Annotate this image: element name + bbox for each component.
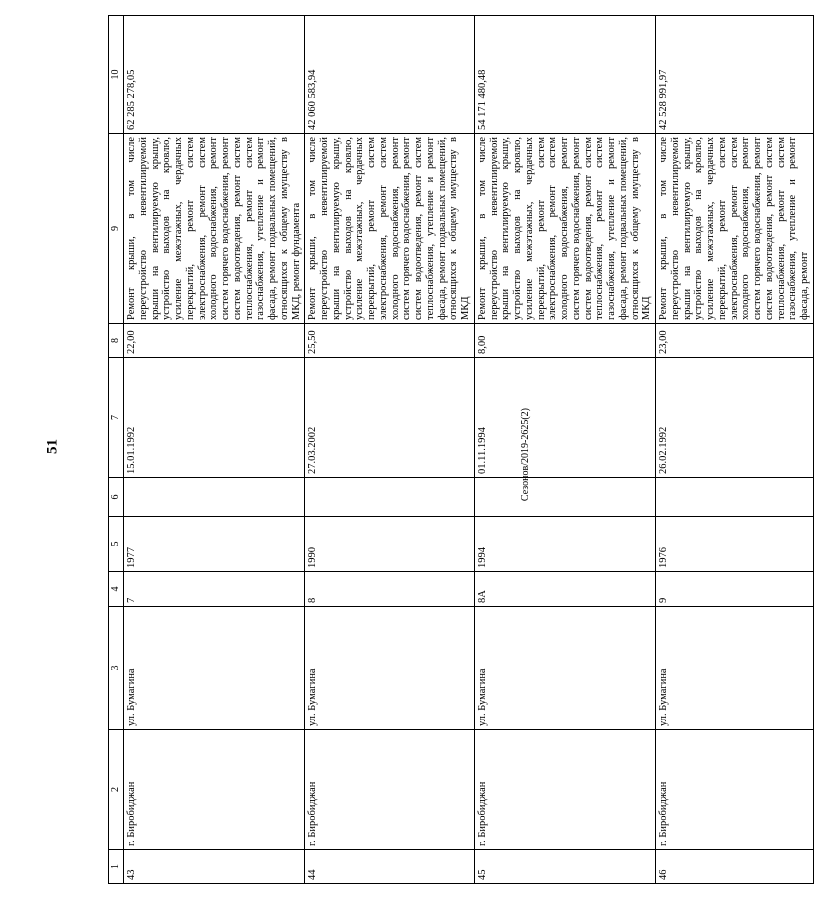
house-cell: 9: [656, 572, 814, 607]
footer-document-code: Сезонов/2019-2625(2): [520, 408, 531, 502]
empty-cell: [305, 478, 475, 517]
city-cell: г. Биробиджан: [305, 730, 475, 850]
street-cell: ул. Бумагина: [656, 607, 814, 730]
cost-cell: 62 285 278,05: [124, 16, 305, 134]
header-cell: 2: [109, 730, 124, 850]
page-number: 51: [44, 439, 61, 454]
year-cell: 1977: [124, 517, 305, 572]
wear-cell: 22,00: [124, 324, 305, 358]
row-number: 44: [305, 850, 475, 884]
row-number: 43: [124, 850, 305, 884]
date-cell: 15.01.1992: [124, 358, 305, 478]
cost-cell: 42 528 991,97: [656, 16, 814, 134]
house-cell: 8А: [474, 572, 655, 607]
year-cell: 1990: [305, 517, 475, 572]
header-cell: 4: [109, 572, 124, 607]
table-row: [305, 16, 475, 884]
street-cell: ул. Бумагина: [124, 607, 305, 730]
table-row: [656, 16, 814, 884]
header-cell: 3: [109, 607, 124, 730]
date-cell: 26.02.1992: [656, 358, 814, 478]
works-cell: Ремонт крыши, в том числе переустройство невентилируемой крыши на вентилируемую крышу, устройство выходов на кровлю, усиление межэтажных, чердачных перекрытий, ремонт систем электроснабжения, ремонт систем холодного водоснабжения, ремонт систем горячего водоснабжения, ремонт систем водоотведения, ремонт систем теплоснабжения, ремонт систем газоснабжения, утепление и ремонт фасада, ремонт подвальных помещений, относящихся к общему имуществу в МКД, ремонт фундамента: [124, 134, 305, 324]
city-cell: г. Биробиджан: [124, 730, 305, 850]
header-cell: 6: [109, 478, 124, 517]
cost-cell: 54 171 480,48: [474, 16, 655, 134]
empty-cell: [474, 478, 655, 517]
empty-cell: [124, 478, 305, 517]
header-cell: 5: [109, 517, 124, 572]
year-cell: 1976: [656, 517, 814, 572]
header-cell: 7: [109, 358, 124, 478]
street-cell: ул. Бумагина: [305, 607, 475, 730]
city-cell: г. Биробиджан: [656, 730, 814, 850]
capital-repair-table: [108, 15, 814, 884]
city-cell: г. Биробиджан: [474, 730, 655, 850]
wear-cell: 8,00: [474, 324, 655, 358]
empty-cell: [656, 478, 814, 517]
header-cell: 8: [109, 324, 124, 358]
date-cell: 01.11.1994: [474, 358, 655, 478]
year-cell: 1994: [474, 517, 655, 572]
works-cell: Ремонт крыши, в том числе переустройство невентилируемой крыши на вентилируемую крышу, устройство выходов на кровлю, усиление межэтажных, чердачных перекрытий, ремонт систем электроснабжения, ремонт систем холодного водоснабжения, ремонт систем горячего водоснабжения, ремонт систем водоотведения, ремонт систем теплоснабжения, ремонт систем газоснабжения, утепление и ремонт фасада, ремонт: [656, 134, 814, 324]
house-cell: 7: [124, 572, 305, 607]
header-cell: 1: [109, 850, 124, 884]
works-cell: Ремонт крыши, в том числе переустройство невентилируемой крыши на вентилируемую крышу, устройство выходов на кровлю, усиление межэтажных, чердачных перекрытий, ремонт систем электроснабжения, ремонт систем холодного водоснабжения, ремонт систем горячего водоснабжения, ремонт систем водоотведения, ремонт систем теплоснабжения, утепление и ремонт фасада, ремонт подвальных помещений, относящихся к общему имуществу в МКД: [305, 134, 475, 324]
table-row: [124, 16, 305, 884]
wear-cell: 25,50: [305, 324, 475, 358]
row-number: 45: [474, 850, 655, 884]
date-cell: 27.03.2002: [305, 358, 475, 478]
wear-cell: 23,00: [656, 324, 814, 358]
header-row: [109, 16, 124, 884]
cost-cell: 42 060 583,94: [305, 16, 475, 134]
row-number: 46: [656, 850, 814, 884]
table-row: [474, 16, 655, 884]
header-cell: 9: [109, 134, 124, 324]
house-cell: 8: [305, 572, 475, 607]
works-cell: Ремонт крыши, в том числе переустройство невентилируемой крыши на вентилируемую крышу, устройство выходов на кровлю, усиление межэтажных, чердачных перекрытий, ремонт систем электроснабжения, ремонт систем холодного водоснабжения, ремонт систем горячего водоснабжения, ремонт систем водоотведения, ремонт систем теплоснабжения, ремонт систем газоснабжения, утепление и ремонт фасада, ремонт подвальных помещений, относящихся к общему имуществу в МКД: [474, 134, 655, 324]
header-cell: 10: [109, 16, 124, 134]
street-cell: ул. Бумагина: [474, 607, 655, 730]
